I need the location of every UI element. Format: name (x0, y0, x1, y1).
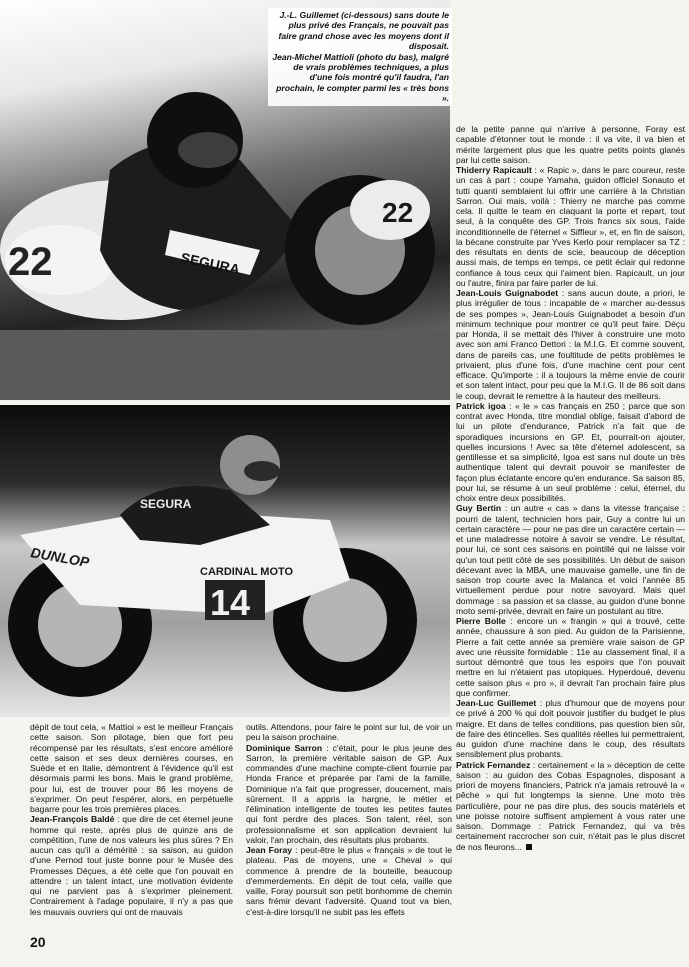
paragraph-foray-end (456, 124, 685, 165)
article-column-right (456, 124, 685, 852)
paragraph-text: outils. Attendons, pour faire le point sur lui, de voir un peu la saison prochaine. (246, 722, 452, 743)
paragraph-guillemet (456, 698, 685, 760)
paragraph-text: : peut-être le plus « français » de tout le plateau. Pas de moyens, une « Cheval » qui commence à prendre de la bouteille, beaucoup d'emmerdements. En dépit de tout cela, vaille que vaille, Foray poursuit son petit bonhomme de chemin sans frémir devant l'adversité. Quand tout va bien, c'est-à-dire lorsqu'il ne subit pas les effets (246, 845, 452, 917)
article-column-left (30, 722, 233, 917)
svg-text:22: 22 (382, 197, 414, 228)
caption-mattioli: Jean-Michel Mattioli (photo du bas), malgré de vrais problèmes techniques, a plus d'une fois montré qu'il faudra, l'an prochain, le compter parmi les « très bons ». (272, 51, 449, 104)
page-number: 20 (30, 934, 46, 950)
paragraph-text: : un autre « cas » dans la vitesse française : pourri de talent, technicien hors pair, Guy a contre lui un certain caractère — pour ne pas dire un caractère certain — et une maladresse notoire à savoir se vendre. Le résultat, pour lui, ce sont ces saisons en pointillé qui ne laisse voir qu'un tout petit côté de ses possibilités. Un début de saison décevant avec la MBA, une mauvaise gamelle, une fin de saison trop courte avec la Malanca et voici l'année 85 virtuellement perdue pour notre savoyard. Mais quel dommage : sa passion et sa classe, au guidon d'une bonne moto semi-privée, devrait en faire un postulant au titre. (456, 503, 685, 616)
paragraph-text: : que dire de cet éternel jeune homme qui reste, après plus de quinze ans de compétition, l'une de nos valeurs les plus sûres ? En aucun cas qu'il a démérité : sa saison, au guidon d'une Pernod tout juste bonne pour le Musée des Promesses Déçues, a été celle que l'on pouvait en attendre : un talent intact, une motivation évidente qui ne parvient pas à s'exprimer pleinement. Contrairement à l'adage populaire, il n'y a pas que les mauvais ouvriers qui ont de mauvais (30, 814, 233, 917)
rider-name: Thiderry Rapicault (456, 165, 532, 175)
rider-name: Patrick Fernandez (456, 759, 531, 770)
photo-bottom-illustration (0, 405, 450, 717)
paragraph-rapicault (456, 165, 685, 288)
rider-name: Pierre Bolle (456, 616, 506, 626)
photo-mattioli (0, 405, 450, 717)
paragraph-text: de la petite panne qui n'arrive à personne, Foray est capable d'étonner tout le monde : il va vite, il va bien et mérite largement plus que les quatre petits points glanés par lui cette saison. (456, 124, 685, 165)
svg-text:14: 14 (210, 582, 251, 623)
rider-name: Jean-Louis Guignabodet (456, 288, 559, 298)
svg-text:22: 22 (8, 240, 53, 284)
caption-guillemet: J.-L. Guillemet (ci-dessous) sans doute le plus privé des Français, ne pouvait pas faire grand chose avec les moyens dont il disposait. (278, 10, 449, 52)
paragraph-text: : encore un « frangin » qui a trouvé, cette année, chaussure à son pied. Au guidon de la Parisienne, Pierre a fait cette année sa première vraie saison de GP avec une réussite formidable : 11e au classement final, il a surtout démontré que tous les espoirs que l'on pouvait mettre en lui n'étaient pas utopiques. Hyperdoué, devenu cette saison plus « pro », il devrait l'an prochain faire plus que confirmer. (456, 616, 685, 698)
paragraph-text: : « le » cas français en 250 ; parce que son contrat avec Honda, titre mondial oblige, faisait d'abord de lui un pilote d'endurance, Patrick n'a fait que de sporadiques incursions en GP. Et, pourrait-on ajouter, quelles incursions ! Avec sa tête d'éternel adolescent, sa gentillesse et sa simplicité, Igoa est sans nul doute un très authentique talent qui devrait pouvoir se manifester de façon plus éclatante encore qu'en endurance. Sa saison 85, pour lui, se résume à un seul problème : celui, éternel, du choix entre deux possibilités. (456, 400, 685, 503)
paragraph-mattioli (30, 722, 233, 814)
paragraph-text: dépit de tout cela, « Mattioi » est le meilleur Français cette saison. Son pilotage, bien que fort peu récompensé par les résultats, s'est encore amélioré cette saison et ses deux dernières courses, en Suède et en Italie, démontrent à l'évidence qu'il est désormais parmi les bons. Mais le grand problème, pour lui, est de trouver pour 86 les moyens de s'exprimer. On peut l'espérer, alors, en perpétuelle bagarre pour les trois premières places. (30, 722, 233, 814)
paragraph-guignabodet (456, 288, 685, 401)
paragraph-text: : sans aucun doute, a priori, le plus irrégulier de tous : incapable de « marcher au-dessus de ses pompes », Jean-Louis Guignabodet a besoin d'un minimum technique pour montrer ce qu'il peut faire. Déçu par Honda, il se mettait dès l'hiver à construire une moto avec son ami Franco Dettori : la M.I.G. Et comme souvent, dans de pareils cas, une foultitude de petits problèmes le privaient, plus d'une fois, d'une machine cent pour cent efficace. Qu'importe : il a toujours la même envie de courir et son talent intact, pour peu que la M.I.G. II de 86 soit dans le coup, devrait le remettre à la hauteur des meilleurs. (456, 288, 685, 401)
paragraph-text: : certainement « la » déception de cette saison : au guidon des Cobas Espagnoles, disposant a priori de moyens financiers, Patrick n'a jamais retrouvé la « pêche » qui fut longtemps la sienne. Une moto très particulière, pour ne pas dire plus, des soucis matériels et une poisse notoire suffisent amplement à vous rater une saison. Dommage : Patrick Fernandez, qui va très certainement raccrocher son cuir, n'était pas le plus discret de nos fleurons... (456, 759, 686, 852)
paragraph-text: : « Rapic », dans le parc coureur, reste un cas à part : coupe Yamaha, guidon officiel Sonauto et tutti quanti semblaient lui offrir une carrière à la Christian Sarron. Oui mais, voilà : Thierry ne marche pas comme cela. Il quitte le team en claquant la porte et repart, tout seul, à la conquête des GP. Trois francs six sous, l'aide inconditionnelle de l'éternel « Siffleur », et, en fin de saison, la bécane construite par Yves Kerlo pour remplacer sa TZ : des résultats en dents de scie, beaucoup de déception aussi mais, de temps en temps, ce petit éclair qui redonne confiance à tous ceux qui l'aiment bien. Rapicault, un jour ou l'autre, finira par faire parler de lui. (456, 165, 685, 288)
article-column-middle (246, 722, 452, 917)
svg-text:SEGURA: SEGURA (140, 497, 192, 511)
paragraph-balde (30, 814, 233, 917)
rider-name: Jean-François Baldé (30, 814, 115, 825)
paragraph-sarron (246, 743, 452, 846)
photo-caption (268, 8, 452, 106)
rider-name: Dominique Sarron (246, 742, 323, 753)
paragraph-fernandez (456, 760, 685, 852)
end-of-article-mark (526, 844, 532, 850)
paragraph-text: : plus d'humour que de moyens pour ce privé à 200 % qui doit pouvoir justifier du budget le plus maigre. Et dans de telles conditions, pas question bien sûr, de faire des étincelles. Ses qualités réelles lui permettraient, au guidon d'une machine dans le coup, des résultats sensiblement plus probants. (456, 698, 685, 760)
rider-name: Jean Foray (246, 845, 293, 855)
paragraph-text: : c'était, pour le plus jeune des Sarron, la première véritable saison de GP. Aux commandes d'une machine compte-client fournie par Honda France et préparée par l'ami de la famille, Dominique n'a fait que progresser, doucement, mais sûrement. Il a appris la hargne, le métier et l'élimination intelligente de toutes les petites fautes qui font perdre des places. Son talent, réel, son professionnalisme et son application devraient lui valoir, l'an prochain, des résultats plus probants. (246, 742, 452, 845)
rider-name: Patrick igoa (456, 400, 506, 411)
svg-text:CARDINAL MOTO: CARDINAL MOTO (200, 566, 294, 578)
paragraph-bertin (456, 503, 685, 616)
paragraph-foray (246, 845, 452, 917)
rider-name: Guy Bertin (456, 503, 502, 514)
rider-name: Jean-Luc Guillemet (456, 698, 537, 708)
paragraph-igoa (456, 401, 685, 504)
paragraph-balde-end (246, 722, 452, 743)
paragraph-bolle (456, 616, 685, 698)
svg-text:SEGURA: SEGURA (179, 249, 242, 278)
svg-text:DUNLOP: DUNLOP (29, 544, 91, 571)
